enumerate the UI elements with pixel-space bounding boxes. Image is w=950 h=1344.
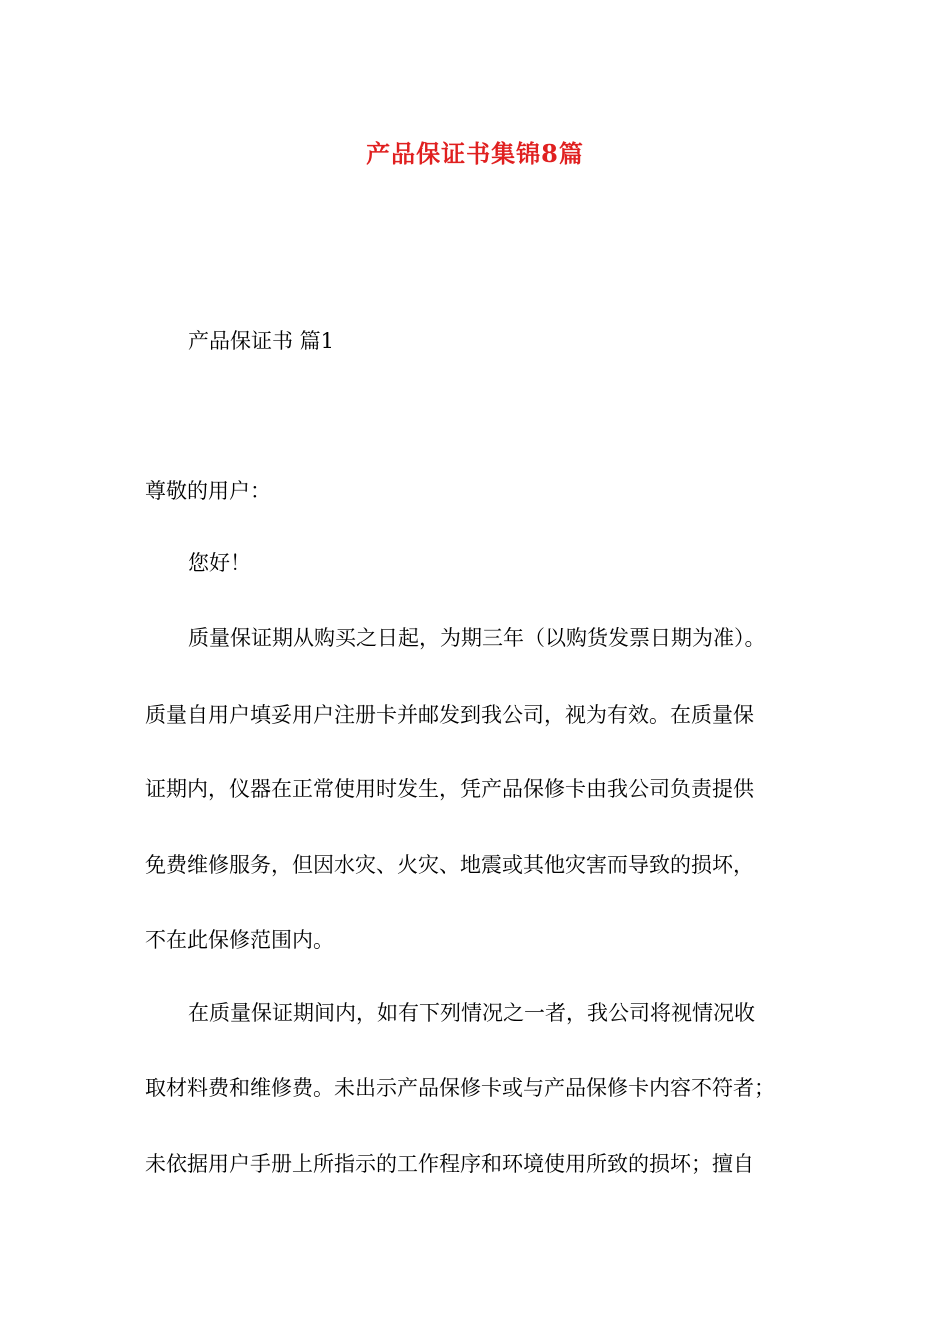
greeting: 您好！	[188, 551, 251, 575]
section-heading: 产品保证书 篇1	[188, 329, 335, 353]
paragraph-1-line-3: 证期内，仪器在正常使用时发生，凭产品保修卡由我公司负责提供	[145, 777, 754, 801]
paragraph-1-line-5: 不在此保修范围内。	[145, 928, 334, 952]
paragraph-1-line-4: 免费维修服务，但因水灾、火灾、地震或其他灾害而导致的损坏，	[145, 853, 754, 877]
paragraph-2-line-1: 在质量保证期间内，如有下列情况之一者，我公司将视情况收	[188, 1001, 755, 1025]
document-title: 产品保证书集锦8篇	[366, 139, 584, 168]
paragraph-2-line-2: 取材料费和维修费。未出示产品保修卡或与产品保修卡内容不符者；	[145, 1076, 775, 1100]
paragraph-1-line-1: 质量保证期从购买之日起，为期三年（以购货发票日期为准）。	[188, 626, 766, 650]
salutation: 尊敬的用户：	[145, 479, 271, 503]
paragraph-1-line-2: 质量自用户填妥用户注册卡并邮发到我公司，视为有效。在质量保	[145, 703, 754, 727]
paragraph-2-line-3: 未依据用户手册上所指示的工作程序和环境使用所致的损坏；擅自	[145, 1152, 754, 1176]
